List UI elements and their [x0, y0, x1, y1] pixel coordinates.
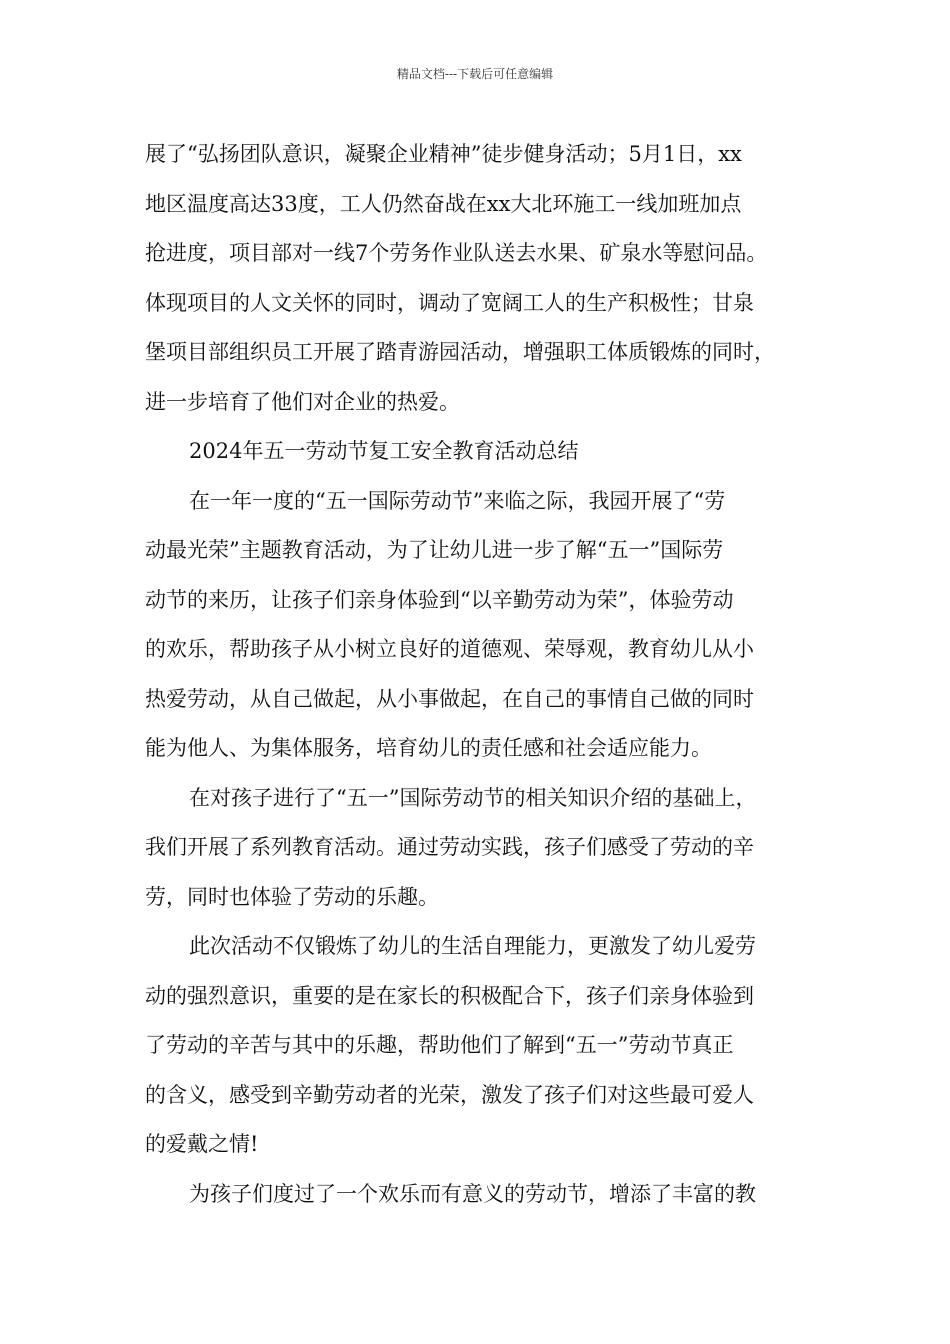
text-line: 的爱戴之情! — [145, 1132, 259, 1156]
text-line: 劳，同时也体验了劳动的乐趣。 — [145, 884, 439, 909]
page-header: 精品文档---下载后可任意编辑 — [396, 67, 554, 81]
text-line: 地区温度高达33度，工人仍然奋战在xx大北环施工一线加班加点 — [145, 191, 742, 216]
text-line: 进一步培育了他们对企业的热爱。 — [145, 389, 460, 414]
text-line: 能为他人、为集体服务，培育幼儿的责任感和社会适应能力。 — [145, 736, 712, 760]
document-body — [145, 130, 813, 1219]
text-line: 堡项目部组织员工开展了踏青游园活动，增强职工体质锻炼的同时， — [145, 340, 775, 364]
text-line: 了劳动的辛苦与其中的乐趣，帮助他们了解到“五一”劳动节真正 — [145, 1033, 734, 1057]
text-line: 的含义，感受到辛勤劳动者的光荣，激发了孩子们对这些最可爱人 — [145, 1082, 754, 1107]
text-line: 2024年五一劳动节复工安全教育活动总结 — [189, 439, 579, 463]
text-line: 动的强烈意识，重要的是在家长的积极配合下，孩子们亲身体验到 — [145, 983, 754, 1008]
text-line: 抢进度，项目部对一线7个劳务作业队送去水果、矿泉水等慰问品。 — [145, 241, 768, 265]
text-line: 动最光荣”主题教育活动，为了让幼儿进一步了解“五一”国际劳 — [145, 538, 724, 562]
text-line: 在一年一度的“五一国际劳动节”来临之际，我园开展了“劳 — [189, 488, 726, 513]
text-line: 为孩子们度过了一个欢乐而有意义的劳动节，增添了丰富的教 — [189, 1181, 756, 1206]
text-line: 展了“弘扬团队意识，凝聚企业精神”徒步健身活动；5月1日，xx — [145, 142, 742, 166]
text-line: 热爱劳动，从自己做起，从小事做起，在自己的事情自己做的同时 — [145, 686, 754, 711]
text-line: 在对孩子进行了“五一”国际劳动节的相关知识介绍的基础上， — [189, 785, 757, 810]
text-line: 体现项目的人文关怀的同时，调动了宽阔工人的生产积极性；甘泉 — [145, 290, 754, 315]
text-line: 的欢乐，帮助孩子从小树立良好的道德观、荣辱观，教育幼儿从小 — [145, 637, 754, 661]
text-line: 此次活动不仅锻炼了幼儿的生活自理能力，更激发了幼儿爱劳 — [189, 934, 756, 958]
text-line: 动节的来历，让孩子们亲身体验到“以辛勤劳动为荣”，体验劳动 — [145, 587, 734, 612]
text-line: 我们开展了系列教育活动。通过劳动实践，孩子们感受了劳动的辛 — [145, 835, 754, 859]
